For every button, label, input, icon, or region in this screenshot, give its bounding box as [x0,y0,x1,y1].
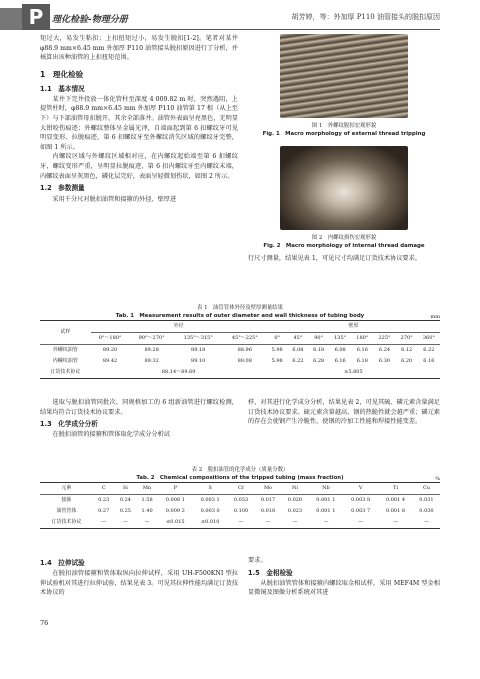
left-column [40,34,238,204]
table-1-cell: 6.22 [423,346,435,353]
table-2-cell: 0.001 1 [316,496,336,503]
table-2-cell: — [323,518,329,525]
header-rule [50,29,440,30]
table-2-header: V [358,484,363,491]
table-2-cell: 0.020 [287,496,303,503]
table-2-cell: 0.001 1 [316,507,336,514]
table-1-row [40,345,440,356]
table-1-cell: 6.12 [401,346,413,353]
section-1-heading: 1 理化检验 [40,69,84,79]
table-2-cell: — [101,518,107,525]
table-2-cell: 0.030 [419,507,434,514]
table-2-cell: 0.008 1 [165,496,185,503]
table-2-cell: 接箍 [61,496,72,503]
intro-paragraph: 矩过大，易发生粘扣；上扣扭矩过小，易发生脱扣[1-2]。笔者对某井 φ88.9 mm×6.45 mm 外加厚 P110 油管接头脱扣原因进行了分析，并核算出该种油管的上扣扭矩范围。 [40,35,238,62]
table-2-row [40,517,440,528]
table-1-row [40,367,440,378]
table-1-cell: 内螺纹油管 [52,357,78,364]
table-2-caption-cn: 表 2 脱扣油管的化学成分（质量分数） [191,467,289,473]
section-1-1-paragraph-2: 内螺纹区域与外螺纹区域相对应，在内螺纹起始端至第 6 扣螺纹牙，螺纹变形严重，呈明显拉脱痕迹，第 6 扣内螺纹牙至内螺纹末端，内螺纹表面呈灰黑色，磷化层完好，表面呈轻微划伤状，如图 2 所示。 [40,153,238,180]
figure-1-caption-cn: 图 1 外螺纹脱扣宏观形貌 [311,123,377,129]
table-2-cell: 0.031 [419,496,434,503]
table-1-cell: 外螺纹油管 [52,346,78,353]
table-2-header: S [208,484,212,491]
table-2-header: Si [122,484,128,491]
table-1-cell: 89.10 [191,357,206,364]
page-header [0,0,480,30]
table-1-od-angle: 135°～315° [183,334,213,341]
thread-inspection-paragraph: 选取与脱扣油管同批次、同规格加工的 6 组新油管进行螺纹检测，结果均符合订货技术协议要求。 [40,399,238,416]
table-2 [40,466,440,529]
table-1-cell: 6.18 [356,357,368,364]
table-1-caption-en: Tab. 1 Measurement results of outer diameter and wall thickness of tubing body [115,313,365,320]
bottom-left-column [40,556,238,598]
table-2-cell: 订货技术协议 [51,518,82,525]
table-2-cell: 0.003 8 [351,496,371,503]
table-2-cell: 0.100 [233,507,249,514]
chemistry-continued-paragraph: 样，对其进行化学成分分析，结果见表 2，可见其硫、磷元素含量满足订货技术协议要求。硫元素含量越高，钢的热脆性就会越严重；磷元素的存在会使钢产生冷脆性，使钢的冷加工性能和焊接性能变差。 [248,399,440,426]
table-1-wt-angle: 270° [400,334,413,341]
table-1-wt-angle: 360° [422,334,435,341]
table-1-cell: 89.42 [102,357,118,364]
table-1-cell: 89.20 [102,346,118,353]
table-2-header: Ti [393,484,398,491]
figure-1-photo [280,34,408,118]
table-2-cell: ≤0.010 [200,518,220,525]
table-1-od-angle: 0°～180° [98,334,122,341]
table-2-header: Mo [263,484,273,491]
table-1-cell: 6.24 [378,346,391,353]
right-column [248,34,440,264]
figure-2-caption [248,234,440,250]
table-1-wt-angle: 90° [314,334,324,341]
table-1-header-wt: 壁厚 [267,321,440,333]
running-head: 胡芳婷，等：外加厚 P110 油管接头的脱扣原因 [291,13,440,21]
table-1-cell: 89.18 [191,346,206,353]
tensile-continued-paragraph: 要求。 [248,557,267,564]
page-number: 76 [40,619,49,627]
table-1-wt-angle: 135° [334,334,347,341]
table-2-cell: 0.23 [98,496,110,503]
table-2-row [40,506,440,517]
table-1-cell: 89.08 [237,357,252,364]
table-2-cell: 0.018 [260,507,276,514]
table-1-cell: 88.96 [237,346,252,353]
section-1-1-paragraph-1: 某井下完井投放一体化管柱至深度 4 009.82 m 时，突然遇阻，上提管柱时，φ88.9 mm×6.45 mm 外加厚 P110 油管第 17 根（从上至下）与下部油管母扣脱开，其余全部落井。油管外表面呈亮黑色，无明显大钳咬伤痕迹；外螺纹整体呈金属光泽，自端面起到第 6 扣螺纹牙可见明显变形、拉脱痕迹，第 6 扣螺纹牙至外螺纹消失区域的螺纹牙完整，如图 1 所示。 [40,95,238,151]
section-1-2-heading: 1.2 参数测量 [40,184,85,193]
table-1-caption-cn: 表 1 油管管体外径及壁厚测量结果 [196,305,283,311]
table-1-cell: 89.32 [144,357,159,364]
table-2-cell: — [144,518,150,525]
figure-1-caption-en: Fig. 1 Macro morphology of external thread tripping [262,131,426,138]
table-2-cell: ≤0.015 [166,518,185,525]
table-2-cell: 0.27 [98,507,110,514]
table-1-cell: 89.28 [144,346,159,353]
table-2-cell: — [358,518,364,525]
table-2-header: Cr [237,484,245,491]
table-2-header: Cu [422,484,430,491]
table-1-cell: 6.30 [378,357,391,364]
table-1-cell: ≥5.805 [344,368,363,375]
figure-2-photo [280,146,408,230]
table-2-cell: 0.009 2 [165,507,185,514]
table-1-wt-angle: 45° [293,334,303,341]
table-2-cell: 0.001 4 [385,496,406,503]
table-2-cell: — [265,518,271,525]
section-1-3-paragraph: 在脱扣油管的接箍和管体取化学成分分析试 [52,431,170,439]
table-1-cell: 6.18 [313,346,325,353]
table-2-header: Ni [291,484,298,491]
table-2-header: 元素 [61,484,72,491]
table-2-cell: 1.40 [141,507,153,514]
section-1-4-heading: 1.4 拉伸试验 [40,559,85,567]
table-1-unit: mm [430,314,440,320]
table-2-cell: 0.023 [287,507,303,514]
table-1-grid [40,320,440,379]
table-1-cell: 6.16 [356,346,368,353]
figure-1-caption [248,122,440,138]
table-1-cell: 5.98 [271,346,283,353]
table-2-row [40,495,440,506]
bottom-right-column [248,556,440,598]
table-2-header: Nb [322,484,330,491]
table-2-header: P [173,484,178,491]
table-1-cell: 88.14～89.69 [161,368,196,375]
table-2-cell: 0.017 [260,496,276,503]
section-1-1-heading: 1.1 基本情况 [40,84,85,93]
table-2-header: Mn [142,484,152,491]
measurement-continued-paragraph: 行尺寸测量，结果见表 1，可见尺寸均满足订货技术协议要求。 [248,255,421,263]
table-1-header-specimen: 试样 [40,321,91,345]
table-2-header: C [101,484,106,491]
table-1-cell: 6.08 [292,346,304,353]
table-1-cell: 6.22 [292,357,304,364]
table-2-cell: 0.25 [119,507,131,514]
table-1-od-angle: 45°～225° [231,334,258,341]
table-1-wt-angle: 180° [356,334,369,341]
table-1-cell: 6.08 [334,346,346,353]
section-1-4-paragraph: 在脱扣油管接箍和管体取纵向拉伸试样，采用 UH-F500KNI 型拉伸试验机对其进行拉伸试验，结果见表 3。可见其拉伸性能均满足订货技术协议的 [40,570,238,597]
table-2-cell: 0.24 [119,496,131,503]
table-1-cell: 6.20 [401,357,413,364]
middle-left-column [40,398,238,440]
table-1-header-od: 外径 [91,321,267,333]
table-1-cell: 订货技术协议 [50,368,81,375]
table-1-cell: 6.16 [423,357,435,364]
journal-name: 理化检验-物理分册 [52,15,128,25]
table-1-row [40,356,440,367]
table-2-cell: 0.001 8 [385,507,406,514]
table-1-wt-angle: 225° [378,334,391,341]
section-1-5-heading: 1.5 金相检验 [248,568,293,577]
table-2-cell: — [292,518,298,525]
table-1-wt-angle: 0° [274,334,281,341]
table-2-grid [40,482,440,529]
table-2-cell: 0.003 1 [200,496,220,503]
table-2-caption-en: Tab. 2 Chemical compositions of the tripped tubing (mass fraction) [136,475,344,482]
section-1-5-paragraph: 从脱扣油管管体和接箍内螺纹取金相试样，采用 MEF4M 型金相显微镜及图像分析系统对其进 [248,579,440,597]
table-2-cell: — [423,518,429,525]
figure-2-caption-en: Fig. 2 Macro morphology of internal thread damage [263,243,425,250]
logo-bar [0,8,24,30]
table-2-cell: — [238,518,244,525]
section-1-2-paragraph: 采用千分尺对脱扣油管和接箍的外径、壁厚进 [52,195,177,203]
table-1-cell: 5.98 [271,357,283,364]
table-2-cell: 0.003 7 [351,507,371,514]
table-2-unit: % [435,476,440,482]
section-1-3-heading: 1.3 化学成分分析 [40,420,98,429]
table-1-od-angle: 90°～270° [138,334,165,341]
journal-logo: P [22,4,50,30]
table-2-cell: 油管管体 [56,507,77,514]
table-2-cell: 0.053 [233,496,249,503]
table-2-cell: 0.003 0 [200,507,220,514]
table-1-cell: 6.28 [313,357,325,364]
middle-right-column [248,398,440,427]
table-2-cell: — [393,518,398,525]
table-1-cell: 6.16 [334,357,346,364]
table-1 [40,304,440,379]
table-2-cell: 1.58 [141,496,153,503]
figure-2-caption-cn: 图 2 内螺纹损伤宏观形貌 [311,235,377,242]
table-2-cell: — [122,518,128,525]
